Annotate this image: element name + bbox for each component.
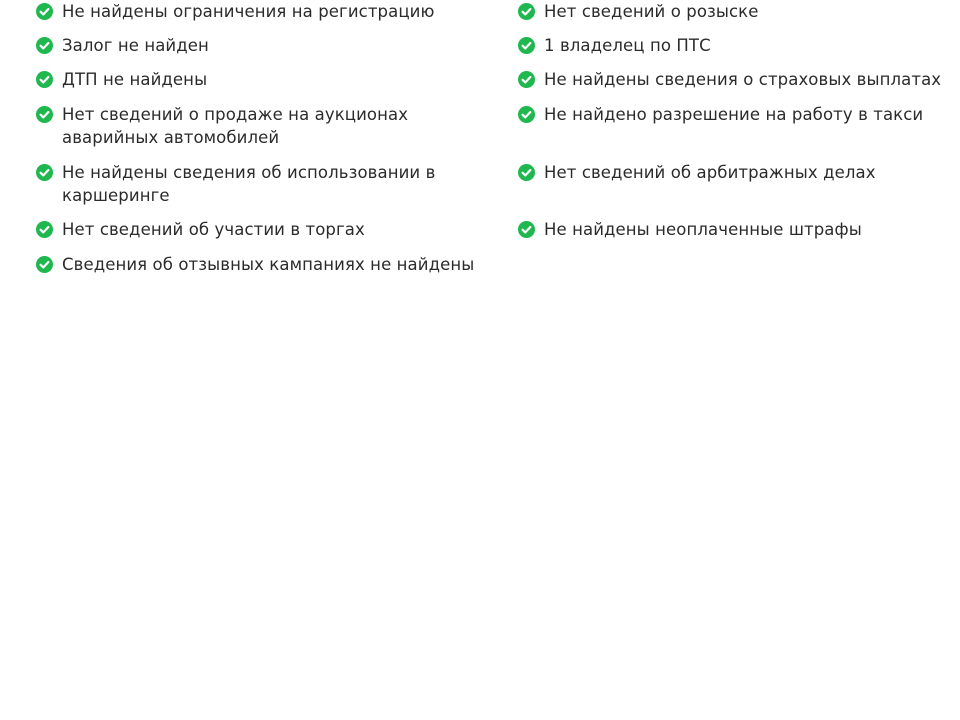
check-item: [518, 161, 956, 184]
check-circle-icon: [518, 221, 535, 238]
check-circle-icon: [36, 3, 53, 20]
check-item: [518, 68, 956, 91]
check-circle-icon: [36, 37, 53, 54]
check-circle-icon: [36, 71, 53, 88]
check-item-label: Нет сведений об участии в торгах: [62, 220, 365, 239]
check-item-label: Не найдено разрешение на работу в такси: [544, 105, 924, 124]
check-item-label: Нет сведений о продаже на аукционах аварийных автомобилей: [62, 105, 409, 147]
check-item: [36, 103, 506, 149]
check-circle-icon: [36, 221, 53, 238]
check-circle-icon: [518, 37, 535, 54]
check-item-label: Залог не найден: [62, 36, 209, 55]
check-item-label: Сведения об отзывных кампаниях не найдены: [62, 255, 475, 274]
check-item: [36, 253, 506, 276]
check-item: [36, 34, 506, 57]
check-item-label: 1 владелец по ПТС: [544, 36, 711, 55]
check-circle-icon: [36, 106, 53, 123]
check-item-label: Нет сведений об арбитражных делах: [544, 163, 876, 182]
check-circle-icon: [518, 71, 535, 88]
check-item: [518, 0, 956, 23]
check-item: [36, 68, 506, 91]
check-item-label: Нет сведений о розыске: [544, 2, 759, 21]
check-item-label: Не найдены неоплаченные штрафы: [544, 220, 862, 239]
check-circle-icon: [36, 256, 53, 273]
check-item: [518, 34, 956, 57]
check-item-label: Не найдены сведения об использовании в каршеринге: [62, 163, 436, 205]
check-item: [36, 161, 436, 207]
check-circle-icon: [518, 3, 535, 20]
check-item-label: Не найдены ограничения на регистрацию: [62, 2, 435, 21]
check-item-label: ДТП не найдены: [62, 70, 208, 89]
check-circle-icon: [36, 164, 53, 181]
check-item: [518, 103, 956, 126]
check-circle-icon: [518, 106, 535, 123]
check-item: [518, 218, 956, 241]
check-item-label: Не найдены сведения о страховых выплатах: [544, 70, 942, 89]
check-item: [36, 218, 506, 241]
check-item: [36, 0, 506, 23]
check-circle-icon: [518, 164, 535, 181]
